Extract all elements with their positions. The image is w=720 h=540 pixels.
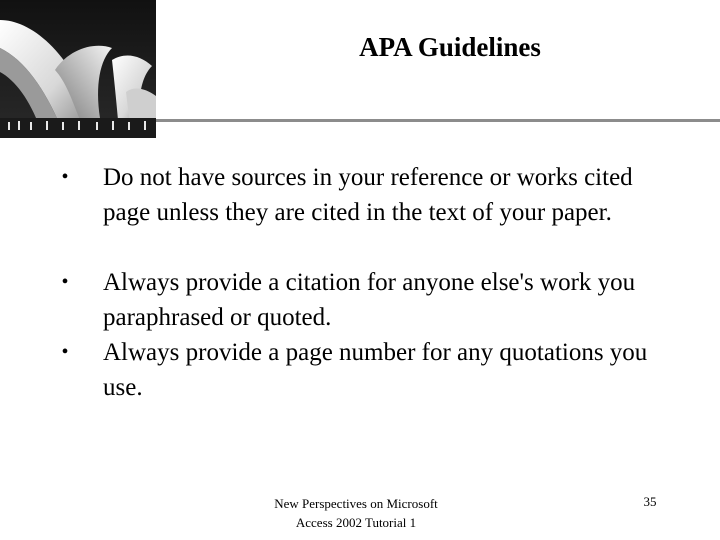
opera-house-photo [0, 0, 156, 138]
bullet-item [0, 160, 720, 265]
slide-title: APA Guidelines [359, 32, 541, 62]
bullet-text: Do not have sources in your reference or works cited page unless they are cited in the text of your paper. [103, 164, 633, 226]
footer-line: Access 2002 Tutorial 1 [295, 515, 417, 530]
page-number: 35 [643, 494, 657, 509]
bullet-icon: • [61, 341, 69, 363]
bullet-icon: • [61, 271, 69, 293]
footer [246, 494, 466, 532]
bullet-text: Always provide a page number for any quotations you use. [103, 339, 648, 401]
bullet-item [0, 335, 720, 405]
bullet-item [0, 265, 720, 335]
footer-line: New Perspectives on Microsoft [274, 496, 438, 511]
bullet-list [0, 160, 720, 405]
bullet-text: Always provide a citation for anyone else's work you paraphrased or quoted. [103, 269, 636, 331]
header-rule [156, 119, 720, 122]
bullet-icon: • [61, 166, 69, 188]
